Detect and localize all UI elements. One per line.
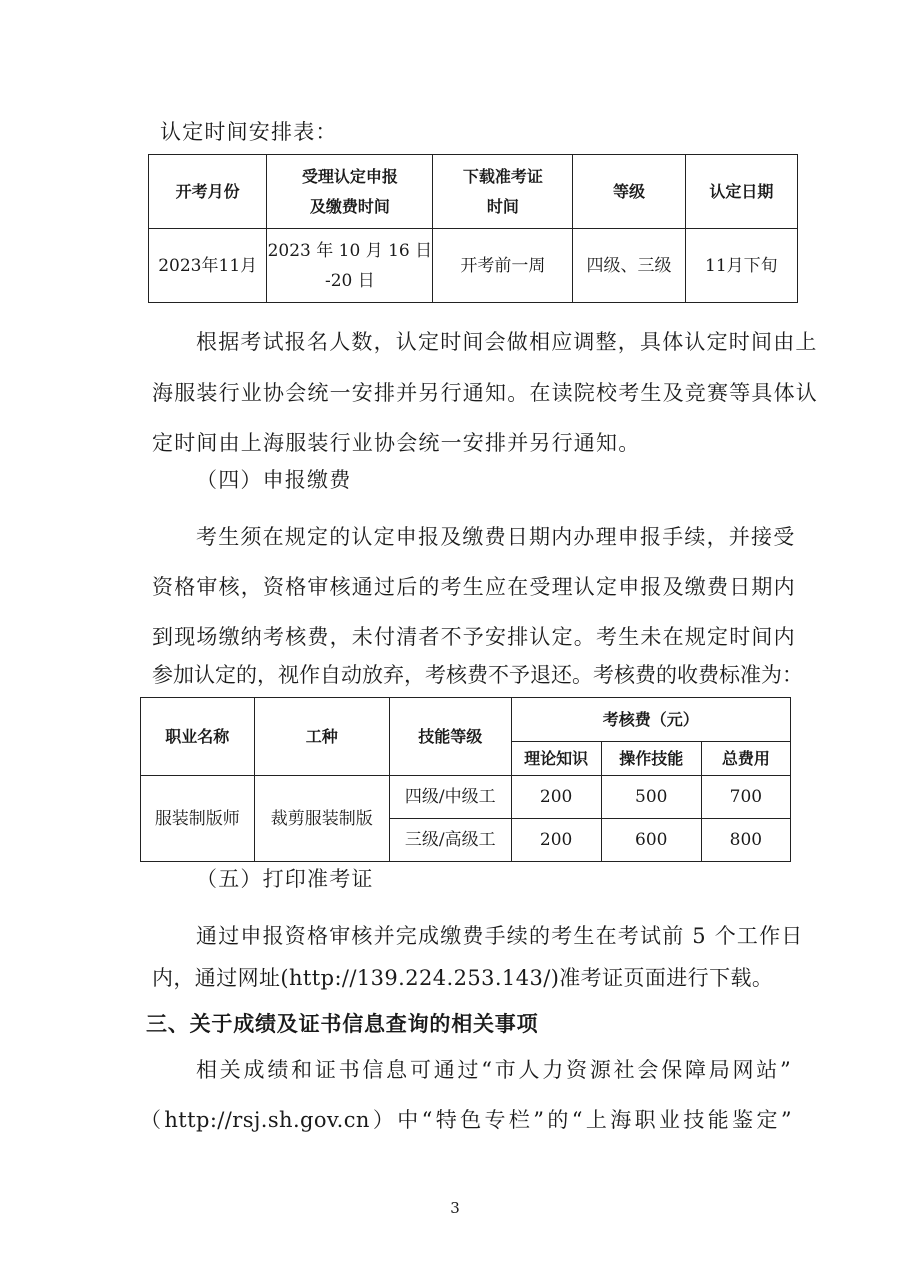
- schedule-header-date: 认定日期: [685, 155, 797, 229]
- fee-cell-level: 四级/中级工: [389, 776, 511, 819]
- schedule-intro-label: 认定时间安排表：: [160, 120, 338, 144]
- schedule-cell-level: 四级、三级: [573, 229, 685, 303]
- page-number: 3: [450, 1199, 460, 1217]
- fee-cell-level: 三级/高级工: [389, 819, 511, 862]
- paragraph-line: 相关成绩和证书信息可通过“市人力资源社会保障局网站”: [196, 1058, 792, 1082]
- paragraph-line: 内，通过网址(http://139.224.253.143/)准考证页面进行下载。: [152, 966, 774, 990]
- paragraph-line: 到现场缴纳考核费，未付清者不予安排认定。考生未在规定时间内: [152, 625, 796, 649]
- schedule-cell-apply-time: 2023 年 10 月 16 日 -20 日: [267, 229, 433, 303]
- schedule-header-download-time: 下载准考证 时间: [433, 155, 573, 229]
- fee-header-occupation: 职业名称: [141, 698, 255, 776]
- fee-cell-type: 裁剪服装制版: [254, 776, 389, 862]
- schedule-cell-download-time: 开考前一周: [433, 229, 573, 303]
- paragraph-line: 参加认定的，视作自动放弃，考核费不予退还。考核费的收费标准为：: [152, 663, 803, 687]
- fee-cell-total: 800: [701, 819, 790, 862]
- fee-cell-total: 700: [701, 776, 790, 819]
- section-3-heading: 三、关于成绩及证书信息查询的相关事项: [146, 1012, 539, 1036]
- paragraph-line: （http://rsj.sh.gov.cn）中“特色专栏”的“上海职业技能鉴定”: [140, 1108, 792, 1132]
- paragraph-line: 通过申报资格审核并完成缴费手续的考生在考试前 5 个工作日: [196, 924, 804, 948]
- paragraph-line: 资格审核，资格审核通过后的考生应在受理认定申报及缴费日期内: [152, 575, 796, 599]
- paragraph-line: 海服装行业协会统一安排并另行通知。在读院校考生及竞赛等具体认: [152, 381, 818, 405]
- fee-header-fee: 考核费（元）: [511, 698, 790, 742]
- schedule-cell-month: 2023年11月: [149, 229, 267, 303]
- fee-header-total: 总费用: [701, 742, 790, 776]
- schedule-header-level: 等级: [573, 155, 685, 229]
- paragraph-line: 定时间由上海服装行业协会统一安排并另行通知。: [152, 431, 641, 455]
- fee-cell-occupation: 服装制版师: [141, 776, 255, 862]
- paragraph-line: 考生须在规定的认定申报及缴费日期内办理申报手续，并接受: [196, 525, 796, 549]
- section-4-title: （四）申报缴费: [196, 468, 352, 492]
- fee-table: [140, 697, 791, 862]
- fee-cell-theory: 200: [511, 819, 601, 862]
- fee-header-type: 工种: [254, 698, 389, 776]
- schedule-cell-date: 11月下旬: [685, 229, 797, 303]
- schedule-header-month: 开考月份: [149, 155, 267, 229]
- fee-header-operation: 操作技能: [601, 742, 701, 776]
- fee-cell-operation: 500: [601, 776, 701, 819]
- schedule-header-apply-time: 受理认定申报 及缴费时间: [267, 155, 433, 229]
- fee-cell-operation: 600: [601, 819, 701, 862]
- section-5-title: （五）打印准考证: [196, 867, 374, 891]
- fee-header-theory: 理论知识: [511, 742, 601, 776]
- schedule-table: [148, 154, 798, 303]
- fee-cell-theory: 200: [511, 776, 601, 819]
- paragraph-line: 根据考试报名人数，认定时间会做相应调整，具体认定时间由上: [196, 330, 818, 354]
- fee-header-level: 技能等级: [389, 698, 511, 776]
